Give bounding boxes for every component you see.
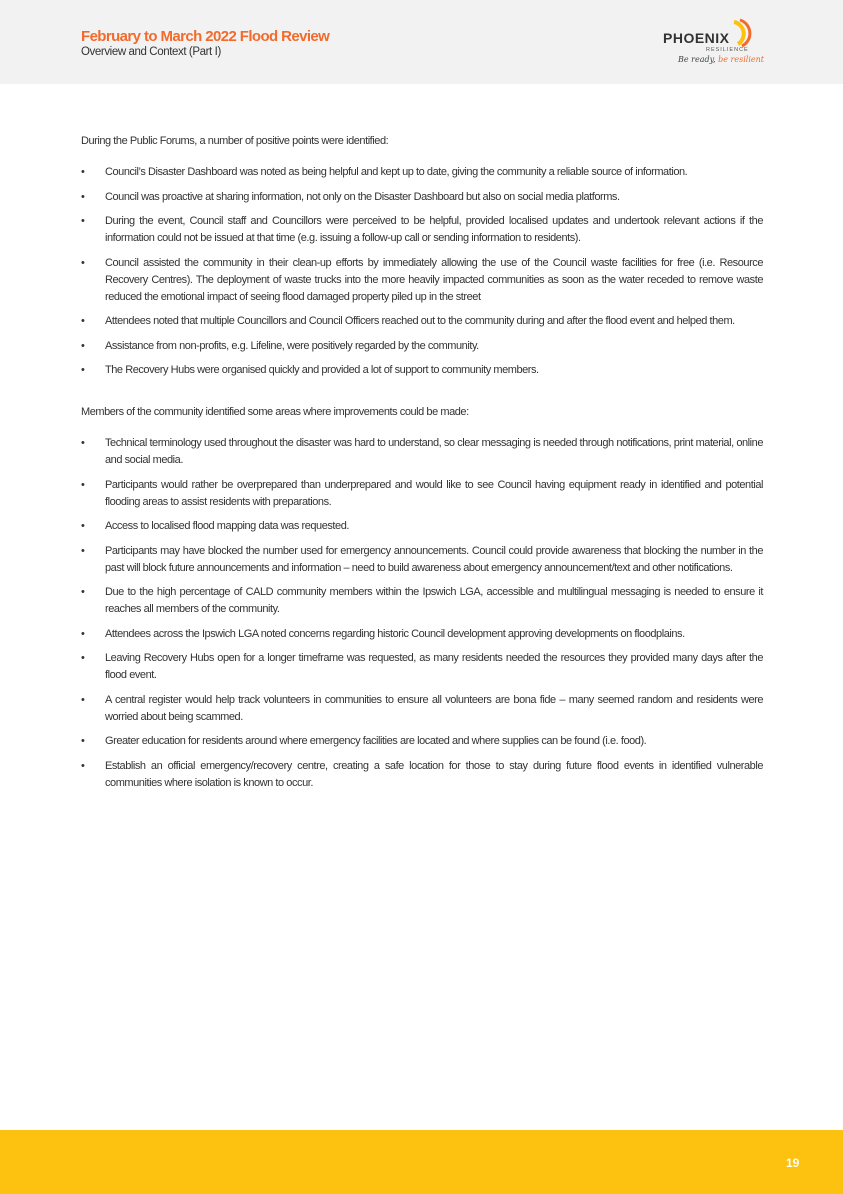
- list-item-text: Due to the high percentage of CALD community members within the Ipswich LGA, accessible and multilingual messaging is needed to ensure it reaches all members of the community.: [105, 586, 763, 615]
- list-item: [81, 733, 763, 750]
- list-item-text: Greater education for residents around where emergency facilities are located and where supplies can be found (i.e. food).: [105, 735, 647, 747]
- positive-points-list: [81, 164, 763, 379]
- bullet-icon: •: [81, 339, 85, 352]
- bullet-icon: •: [81, 166, 85, 178]
- list-item: [81, 338, 763, 355]
- positive-points-intro: During the Public Forums, a number of positive points were identified:: [81, 135, 389, 147]
- list-item: [81, 584, 763, 618]
- bullet-icon: •: [81, 652, 85, 664]
- list-item-text: Assistance from non-profits, e.g. Lifeline, were positively regarded by the community.: [105, 339, 479, 352]
- page-header: [0, 0, 843, 84]
- list-item-text: A central register would help track volunteers in communities to ensure all volunteers are bona fide – many seemed random and residents were worried about being scammed.: [105, 693, 763, 723]
- logo-tagline: Be ready, be resilient: [678, 55, 764, 64]
- list-item: [81, 313, 763, 330]
- phoenix-resilience-logo: [660, 18, 770, 68]
- list-item-text: Council’s Disaster Dashboard was noted as being helpful and kept up to date, giving the community a reliable source of information.: [105, 166, 688, 178]
- bullet-icon: •: [81, 520, 85, 532]
- page-content: [81, 133, 763, 799]
- bullet-icon: •: [81, 586, 85, 598]
- bullet-icon: •: [81, 693, 85, 706]
- page-number: 19: [786, 1156, 800, 1170]
- list-item: [81, 477, 763, 511]
- list-item-text: Council assisted the community in their clean-up efforts by immediately allowing the use of the Council waste facilities for free (i.e. Resource Recovery Centres). The deployment of waste trucks into the more heavily impacted communities as soon as the water receded to remove waste reduced the emotional impact of seeing flood damaged property piled up in the street: [105, 256, 763, 303]
- bullet-icon: •: [81, 215, 85, 227]
- list-item: [81, 692, 763, 726]
- bullet-icon: •: [81, 256, 85, 269]
- list-item: [81, 189, 763, 206]
- document-subtitle: Overview and Context (Part I): [81, 46, 221, 58]
- list-item-text: The Recovery Hubs were organised quickly and provided a lot of support to community members.: [105, 364, 539, 376]
- bullet-icon: •: [81, 315, 85, 327]
- list-item-text: Participants may have blocked the number used for emergency announcements. Council could provide awareness that blocking the number in the past will block future announcements and information – need to build awareness about emergency announcement/text and other notifications.: [105, 544, 763, 574]
- bullet-icon: •: [81, 437, 85, 449]
- list-item: [81, 650, 763, 684]
- bullet-icon: •: [81, 190, 85, 203]
- list-item-text: Technical terminology used throughout the disaster was hard to understand, so clear messaging is needed through notifications, print material, online and social media.: [105, 437, 763, 466]
- list-item: [81, 255, 763, 306]
- list-item: [81, 626, 763, 643]
- list-item: [81, 213, 763, 247]
- list-item-text: Establish an official emergency/recovery centre, creating a safe location for those to stay during future flood events in identified vulnerable communities where isolation is known to occur.: [105, 759, 763, 789]
- bullet-icon: •: [81, 735, 85, 747]
- logo-wordmark: PHOENIX: [663, 30, 730, 46]
- bullet-icon: •: [81, 627, 85, 640]
- list-item: [81, 543, 763, 577]
- list-item: [81, 435, 763, 469]
- list-item-text: Attendees noted that multiple Councillors and Council Officers reached out to the community during and after the flood event and helped them.: [105, 315, 735, 327]
- list-item: [81, 758, 763, 792]
- improvements-list: [81, 435, 763, 792]
- logo-sub: RESILIENCE: [706, 47, 749, 53]
- logo-swoosh-icon: [728, 18, 760, 48]
- list-item-text: Access to localised flood mapping data was requested.: [105, 520, 349, 532]
- list-item-text: During the event, Council staff and Councillors were perceived to be helpful, provided localised updates and undertook relevant actions if the information could not be issued at that time (e.g. issuing a follow-up call or sending information to residents).: [105, 215, 763, 244]
- list-item-text: Participants would rather be overprepared than underprepared and would like to see Council having equipment ready in identified and potential flooding areas to assist residents with preparations.: [105, 478, 763, 508]
- list-item: [81, 362, 763, 379]
- list-item: [81, 518, 763, 535]
- bullet-icon: •: [81, 364, 85, 376]
- bullet-icon: •: [81, 478, 85, 491]
- bullet-icon: •: [81, 544, 85, 557]
- list-item-text: Council was proactive at sharing information, not only on the Disaster Dashboard but also on social media platforms.: [105, 190, 620, 203]
- bullet-icon: •: [81, 759, 85, 772]
- improvements-intro: Members of the community identified some areas where improvements could be made:: [81, 406, 469, 418]
- list-item: [81, 164, 763, 181]
- page-footer: [0, 1130, 843, 1194]
- list-item-text: Attendees across the Ipswich LGA noted concerns regarding historic Council development approving developments on floodplains.: [105, 627, 685, 640]
- document-title: February to March 2022 Flood Review: [81, 28, 330, 45]
- list-item-text: Leaving Recovery Hubs open for a longer timeframe was requested, as many residents needed the resources they provided many days after the flood event.: [105, 652, 763, 681]
